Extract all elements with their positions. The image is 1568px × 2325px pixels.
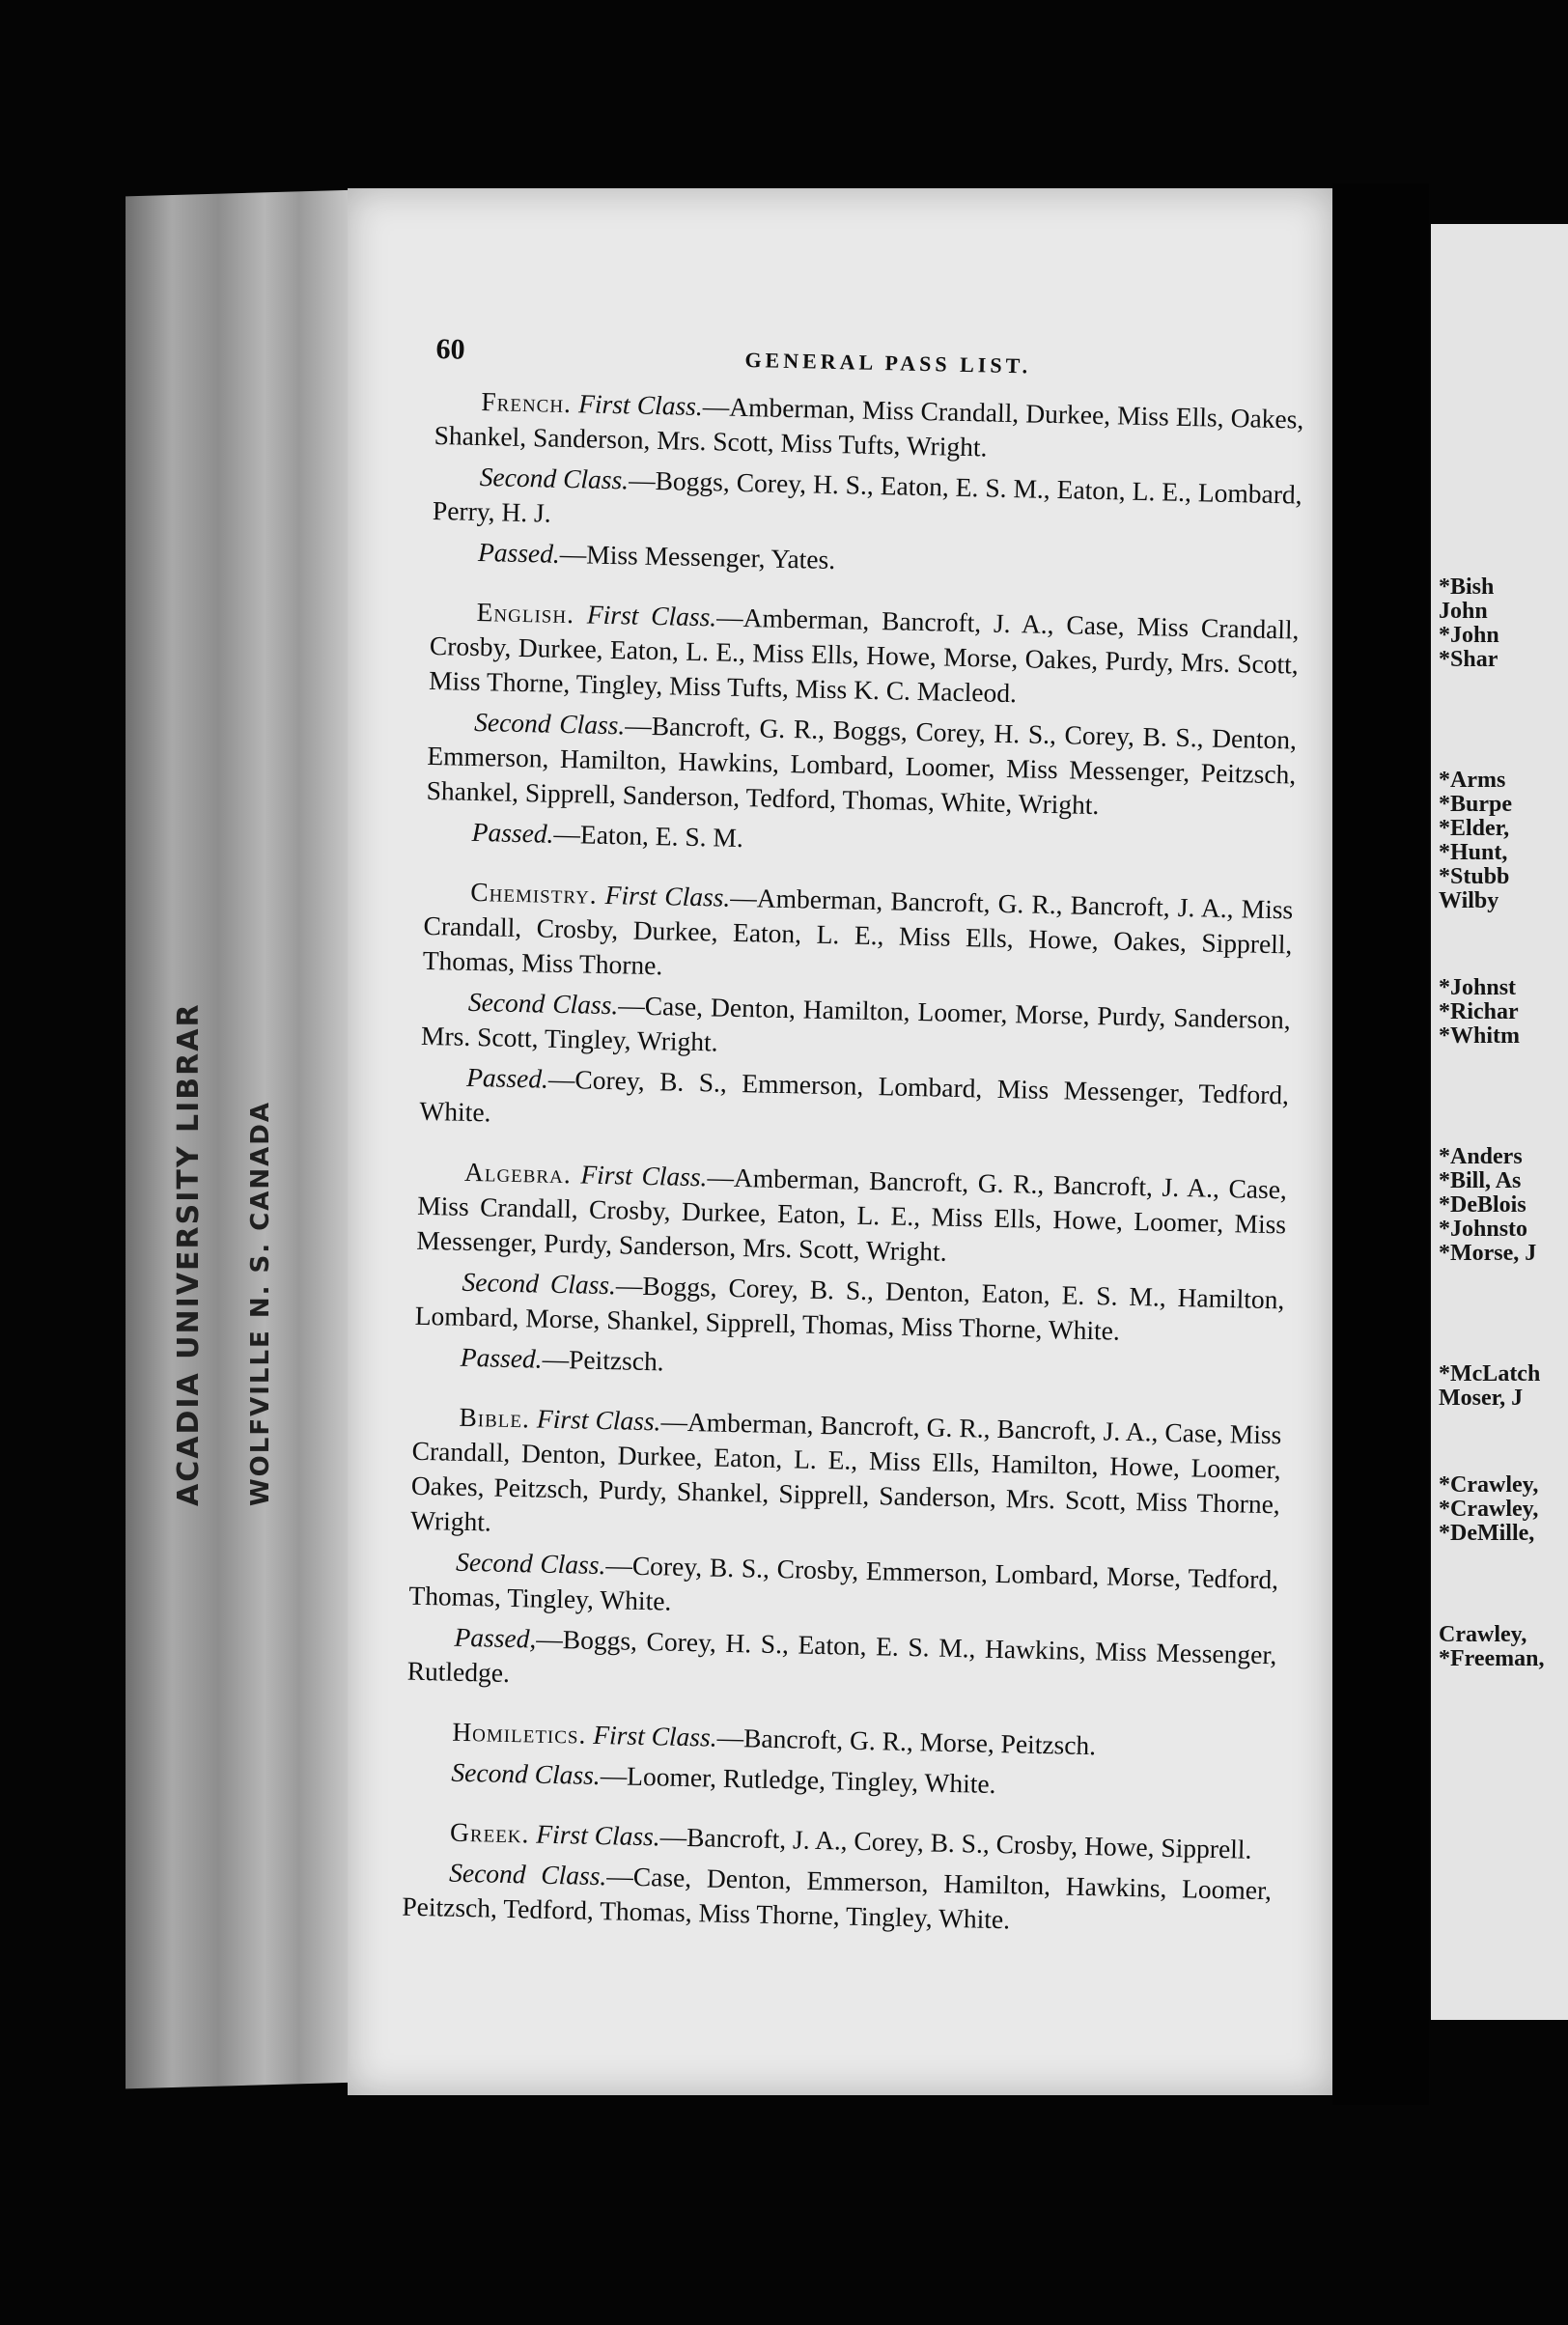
subject-block — [405, 1714, 1274, 1808]
page-number: 60 — [435, 333, 465, 366]
first-class-label: First Class. — [577, 388, 704, 422]
second-class-paragraph — [408, 1544, 1278, 1633]
first-class-names: —Amberman, Bancroft, G. R., Bancroft, J. A., Case, Miss Crandall, Denton, Durkee, Eaton, L. E., Miss Ells, Hamilton, Howe, Loomer, Oakes, Peitzsch, Purdy, Shankel, Sipprell, Sanderson, Mrs. Scott, Miss Thorne, Wright. — [409, 1406, 1282, 1537]
passed-names: —Boggs, Corey, H. S., Eaton, E. S. M., Hawkins, Miss Messenger, Rutledge. — [406, 1623, 1277, 1688]
right-page-line: *Hunt, — [1439, 840, 1508, 865]
first-class-paragraph — [410, 1399, 1282, 1557]
right-page-line: *Bish — [1439, 574, 1495, 600]
passed-names: —Corey, B. S., Emmerson, Lombard, Miss Messenger, Tedford, White. — [419, 1063, 1290, 1128]
second-class-paragraph — [402, 1855, 1272, 1944]
right-page-line: Moser, J — [1439, 1386, 1524, 1411]
right-page-line: *Freeman, — [1439, 1646, 1545, 1671]
passed-paragraph — [419, 1059, 1289, 1148]
page-gutter — [1332, 183, 1429, 2105]
second-class-paragraph — [421, 984, 1291, 1073]
passed-label: Passed, — [454, 1621, 537, 1654]
right-page-line: Wilby — [1439, 888, 1499, 913]
right-page-line: *McLatch — [1439, 1361, 1541, 1387]
right-page-line: *Stubb — [1439, 864, 1510, 889]
passed-label: Passed. — [471, 816, 554, 849]
subject-name: English. — [476, 596, 575, 630]
right-page-line: *Anders — [1439, 1144, 1523, 1169]
second-class-label: Second Class. — [467, 986, 619, 1021]
first-class-names: —Amberman, Bancroft, G. R., Bancroft, J. A., Miss Crandall, Crosby, Durkee, Eaton, L. E., Miss Ells, Howe, Oakes, Sipprell, Thomas, Miss Thorne. — [422, 882, 1294, 981]
book-page — [348, 188, 1332, 2095]
second-class-paragraph — [426, 704, 1297, 827]
running-title: GENERAL PASS LIST. — [744, 347, 1032, 378]
first-class-names: —Amberman, Bancroft, J. A., Case, Miss Crandall, Crosby, Durkee, Eaton, L. E., Miss Ells, Howe, Morse, Oakes, Purdy, Mrs. Scott, Miss Thorne, Tingley, Miss Tufts, Miss K. C. Macleod. — [428, 602, 1300, 709]
subject-name: Greek. — [449, 1816, 530, 1849]
subject-name: Bible. — [459, 1401, 531, 1434]
passed-paragraph — [406, 1619, 1276, 1708]
subject-block — [425, 594, 1300, 868]
subject-block — [413, 1154, 1287, 1393]
right-page-line: Crawley, — [1439, 1622, 1527, 1647]
right-page-line: *Whitm — [1439, 1023, 1520, 1049]
passed-label: Passed. — [477, 536, 561, 569]
second-class-names: —Loomer, Rutledge, Tingley, White. — [600, 1760, 996, 1799]
second-class-names: —Boggs, Corey, B. S., Denton, Eaton, E. S. M., Hamilton, Lombard, Morse, Shankel, Sipprell, Thomas, Miss Thorne, White. — [414, 1270, 1285, 1346]
right-page-line: *DeBlois — [1439, 1192, 1526, 1218]
first-class-label: First Class. — [580, 1159, 708, 1192]
subject-block — [419, 874, 1294, 1148]
adjacent-page — [1431, 224, 1568, 2020]
second-class-label: Second Class. — [455, 1546, 606, 1581]
second-class-names: —Boggs, Corey, H. S., Eaton, E. S. M., Eaton, L. E., Lombard, Perry, H. J. — [432, 464, 1302, 528]
right-page-line: *John — [1439, 623, 1499, 648]
first-class-names: —Bancroft, J. A., Corey, B. S., Crosby, Howe, Sipprell. — [659, 1821, 1252, 1864]
right-page-line: *Elder, — [1439, 816, 1510, 841]
first-class-label: First Class. — [592, 1719, 717, 1752]
page-text-block — [401, 333, 1304, 1968]
passed-label: Passed. — [460, 1341, 543, 1374]
subject-block — [432, 383, 1304, 588]
right-page-line: *Johnsto — [1439, 1217, 1528, 1242]
first-class-paragraph — [429, 594, 1300, 717]
passed-names: —Eaton, E. S. M. — [553, 818, 744, 854]
first-class-label: First Class. — [536, 1818, 661, 1852]
subject-name: French. — [481, 386, 573, 419]
first-class-names: —Amberman, Bancroft, G. R., Bancroft, J. A., Case, Miss Crandall, Crosby, Durkee, Eaton, L. E., Miss Ells, Howe, Loomer, Miss Messenger, Purdy, Sanderson, Mrs. Scott, Wright. — [416, 1162, 1288, 1267]
second-class-names: —Case, Denton, Hamilton, Loomer, Morse, Purdy, Sanderson, Mrs. Scott, Tingley, Wright. — [420, 990, 1292, 1057]
right-page-line: *Arms — [1439, 768, 1506, 793]
right-page-line: *Johnst — [1439, 975, 1517, 1000]
second-class-label: Second Class. — [448, 1857, 607, 1891]
second-class-paragraph — [414, 1264, 1284, 1353]
right-page-line: John — [1439, 599, 1488, 624]
right-page-line: *Morse, J — [1439, 1241, 1537, 1266]
second-class-paragraph — [433, 459, 1302, 547]
right-page-line: *Richar — [1439, 999, 1519, 1024]
stamp-line-2: WOLFVILLE N. S. CANADA — [246, 1101, 275, 1506]
second-class-label: Second Class. — [451, 1756, 602, 1791]
right-page-line: *Crawley, — [1439, 1497, 1539, 1522]
first-class-names: —Bancroft, G. R., Morse, Peitzsch. — [716, 1722, 1097, 1761]
first-class-names: —Amberman, Miss Crandall, Durkee, Miss Ells, Oakes, Shankel, Sanderson, Mrs. Scott, Miss Tufts, Wright. — [434, 391, 1304, 462]
first-class-label: First Class. — [536, 1403, 661, 1437]
second-class-label: Second Class. — [479, 462, 630, 495]
right-page-line: *Crawley, — [1439, 1472, 1539, 1498]
passed-names: —Miss Messenger, Yates. — [559, 538, 836, 575]
second-class-names: —Bancroft, G. R., Boggs, Corey, H. S., Corey, B. S., Denton, Emmerson, Hamilton, Hawkins, Lombard, Loomer, Miss Messenger, Peitzsch, Shankel, Sipprell, Sanderson, Tedford, Thomas, White, Wright. — [426, 710, 1298, 821]
passed-label: Passed. — [465, 1061, 549, 1094]
right-page-line: *Shar — [1439, 647, 1498, 672]
first-class-label: First Class. — [604, 879, 731, 912]
subject-name: Chemistry. — [470, 876, 598, 910]
first-class-label: First Class. — [586, 599, 717, 632]
subject-name: Homiletics. — [452, 1716, 587, 1750]
second-class-label: Second Class. — [473, 706, 626, 741]
subject-block — [406, 1399, 1281, 1708]
subject-block — [402, 1814, 1273, 1944]
second-class-names: —Case, Denton, Emmerson, Hamilton, Hawkins, Loomer, Peitzsch, Tedford, Thomas, Miss Thorne, Tingley, White. — [402, 1861, 1273, 1935]
library-stamp — [154, 927, 348, 1526]
first-class-paragraph — [422, 874, 1293, 997]
stamp-line-1: ACADIA UNIVERSITY LIBRAR — [172, 1002, 206, 1506]
second-class-names: —Corey, B. S., Crosby, Emmerson, Lombard, Morse, Tedford, Thomas, Tingley, White. — [408, 1550, 1279, 1616]
second-class-label: Second Class. — [462, 1266, 617, 1301]
right-page-line: *Burpe — [1439, 792, 1513, 817]
passed-names: —Peitzsch. — [542, 1343, 664, 1377]
first-class-paragraph — [416, 1154, 1287, 1277]
subject-name: Algebra. — [463, 1156, 573, 1190]
right-page-line: *Bill, As — [1439, 1168, 1522, 1193]
right-page-line: *DeMille, — [1439, 1521, 1535, 1546]
subject-list — [402, 383, 1304, 1943]
